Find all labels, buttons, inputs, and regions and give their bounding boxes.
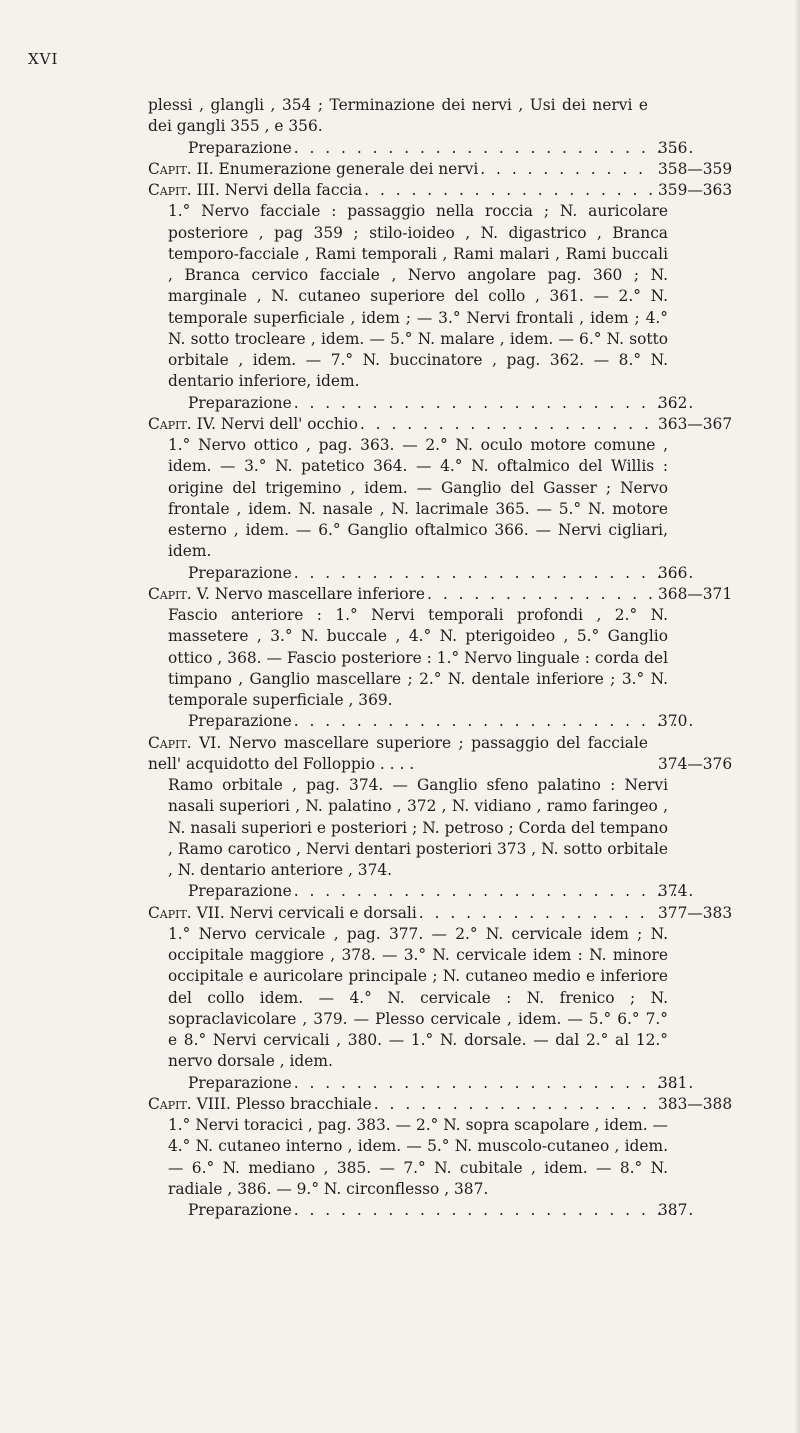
page-reference: 359—363 xyxy=(658,181,733,199)
chapter-entry xyxy=(148,1094,733,1115)
page-reference: 387 xyxy=(658,1201,688,1219)
page-reference: 358—359 xyxy=(658,159,733,178)
leader-dots xyxy=(294,881,692,902)
page-folio: XVI xyxy=(28,50,59,68)
chapter-title: VII. Nervi cervicali e dorsali xyxy=(196,903,417,922)
page-reference: 381 xyxy=(658,1073,688,1092)
preparazione-entry xyxy=(148,711,694,732)
leader-dots xyxy=(364,180,652,201)
chapter-label: Capit. xyxy=(148,1094,192,1113)
entry-label: Preparazione xyxy=(188,563,292,582)
page-reference: 363—367 xyxy=(658,414,733,433)
chapter-label: Capit. xyxy=(148,159,192,178)
leader-dots xyxy=(294,563,692,584)
entry-label: Preparazione xyxy=(188,1073,292,1092)
leader-dots xyxy=(419,903,652,924)
entry-label: Preparazione xyxy=(188,712,292,731)
chapter-label: Capit. xyxy=(148,733,192,752)
entry-label: Preparazione xyxy=(188,393,292,412)
chapter-contents: Ramo orbitale , pag. 374. — Ganglio sfeno palatino : Nervi nasali superiori , N. palatino , 372 , N. vidiano , ramo faringeo , N. nasali superiori e posteriori ; N. petroso ; Corda del tempano , Ramo carotico , Nervi dentari posteriori 373 , N. sotto orbitale , N. dentario anteriore , 374. xyxy=(168,776,668,879)
page-reference: 366 xyxy=(658,563,688,582)
entry-label: Preparazione xyxy=(188,138,292,157)
leader-dots xyxy=(374,1094,652,1115)
leader-dots xyxy=(294,711,692,732)
leader-dots xyxy=(294,393,692,414)
leader-dots xyxy=(360,414,652,435)
page-reference: 377—383 xyxy=(658,903,733,922)
preparazione-entry xyxy=(148,1200,694,1221)
leader-dots xyxy=(480,159,652,180)
chapter-label: Capit. xyxy=(148,181,192,199)
preparazione-entry xyxy=(148,393,694,414)
chapter-label: Capit. xyxy=(148,584,192,603)
chapter-entry xyxy=(148,414,733,435)
leader-dots xyxy=(294,1073,692,1094)
preparazione-entry xyxy=(148,881,694,902)
chapter-title: III. Nervi della faccia xyxy=(196,181,363,199)
chapter-contents: 1.° Nervo cervicale , pag. 377. — 2.° N. cervicale idem ; N. occipitale maggiore , 378. — 3.° N. cervicale idem : N. minore occipitale e auricolare principale ; N. cutaneo medio e inferiore del collo idem. — 4.° N. cervicale : N. frenico ; N. sopraclavicolare , 379. — Plesso cervicale , idem. — 5.° 6.° 7.° e 8.° Nervi cervicali , 380. — 1.° N. dorsale. — dal 2.° al 12.° nervo dorsale , idem. xyxy=(168,924,668,1071)
chapter-label: Capit. xyxy=(148,414,192,433)
chapter-title: IV. Nervi dell' occhio xyxy=(196,414,358,433)
page-reference: 370 xyxy=(658,712,688,731)
chapter-contents: 1.° Nervi toracici , pag. 383. — 2.° N. sopra scapolare , idem. — 4.° N. cutaneo interno , idem. — 5.° N. muscolo-cutaneo , idem. — 6.° N. mediano , 385. — 7.° N. cubitale , idem. — 8.° N. radiale , 386. — 9.° N. circonflesso , 387. xyxy=(168,1116,668,1198)
chapter-entry xyxy=(148,159,733,180)
chapter-label: Capit. xyxy=(148,903,192,922)
chapter-title: VI. Nervo mascellare superiore ; passaggio del facciale nell' acquidotto del Folloppio xyxy=(148,733,648,773)
chapter-contents: Fascio anteriore : 1.° Nervi temporali profondi , 2.° N. massetere , 3.° N. buccale , 4.° N. pterigoideo , 5.° Ganglio ottico , 368. — Fascio posteriore : 1.° Nervo linguale : corda del timpano , Ganglio mascellare ; 2.° N. dentale inferiore ; 3.° N. temporale superficiale , 369. xyxy=(168,606,668,709)
chapter-entry: Capit. VI. Nervo mascellare superiore ; passaggio del facciale nell' acquidotto del Folloppio . . . . 374—376 xyxy=(148,733,654,776)
page-edge-shadow xyxy=(794,0,800,1433)
chapter-entry xyxy=(148,903,733,924)
intro-paragraph: plessi , glangli , 354 ; Terminazione dei nervi , Usi dei nervi e dei gangli 355 , e 356. xyxy=(148,96,648,136)
entry-label: Preparazione xyxy=(188,1201,292,1219)
preparazione-entry xyxy=(148,563,694,584)
leader-dots xyxy=(294,1200,692,1221)
chapter-title: II. Enumerazione generale dei nervi xyxy=(196,159,479,178)
page-reference: 383—388 xyxy=(658,1094,733,1113)
leader-dots xyxy=(294,138,692,159)
chapter-title: VIII. Plesso bracchiale xyxy=(196,1094,372,1113)
index-page xyxy=(148,95,768,1221)
entry-label: Preparazione xyxy=(188,882,292,901)
chapter-contents: 1.° Nervo facciale : passaggio nella roccia ; N. auricolare posteriore , pag 359 ; stilo-ioideo , N. digastrico , Branca temporo-facciale , Rami temporali , Rami malari , Rami buccali , Branca cervico facciale , Nervo angolare pag. 360 ; N. marginale , N. cutaneo superiore del collo , 361. — 2.° N. temporale superficiale , idem ; — 3.° Nervi frontali , idem ; 4.° N. sotto trocleare , idem. — 5.° N. malare , idem. — 6.° N. sotto orbitale , idem. — 7.° N. buccinatore , pag. 362. — 8.° N. dentario inferiore, idem. xyxy=(168,202,668,391)
chapter-entry xyxy=(148,180,733,201)
page-reference: 374—376 xyxy=(658,754,733,773)
preparazione-entry xyxy=(148,1073,694,1094)
leader-dots xyxy=(427,584,652,605)
preparazione-entry xyxy=(148,138,694,159)
chapter-contents: 1.° Nervo ottico , pag. 363. — 2.° N. oculo motore comune , idem. — 3.° N. patetico 364. — 4.° N. oftalmico del Willis : origine del trigemino , idem. — Ganglio del Gasser ; Nervo frontale , idem. N. nasale , N. lacrimale 365. — 5.° N. motore esterno , idem. — 6.° Ganglio oftalmico 366. — Nervi cigliari, idem. xyxy=(168,436,668,561)
page-reference: 368—371 xyxy=(658,584,733,603)
page-reference: 356 xyxy=(658,138,688,157)
page-reference: 374 xyxy=(658,882,688,901)
chapter-title: V. Nervo mascellare inferiore xyxy=(196,584,426,603)
chapter-entry xyxy=(148,584,733,605)
page-reference: 362 xyxy=(658,393,688,412)
